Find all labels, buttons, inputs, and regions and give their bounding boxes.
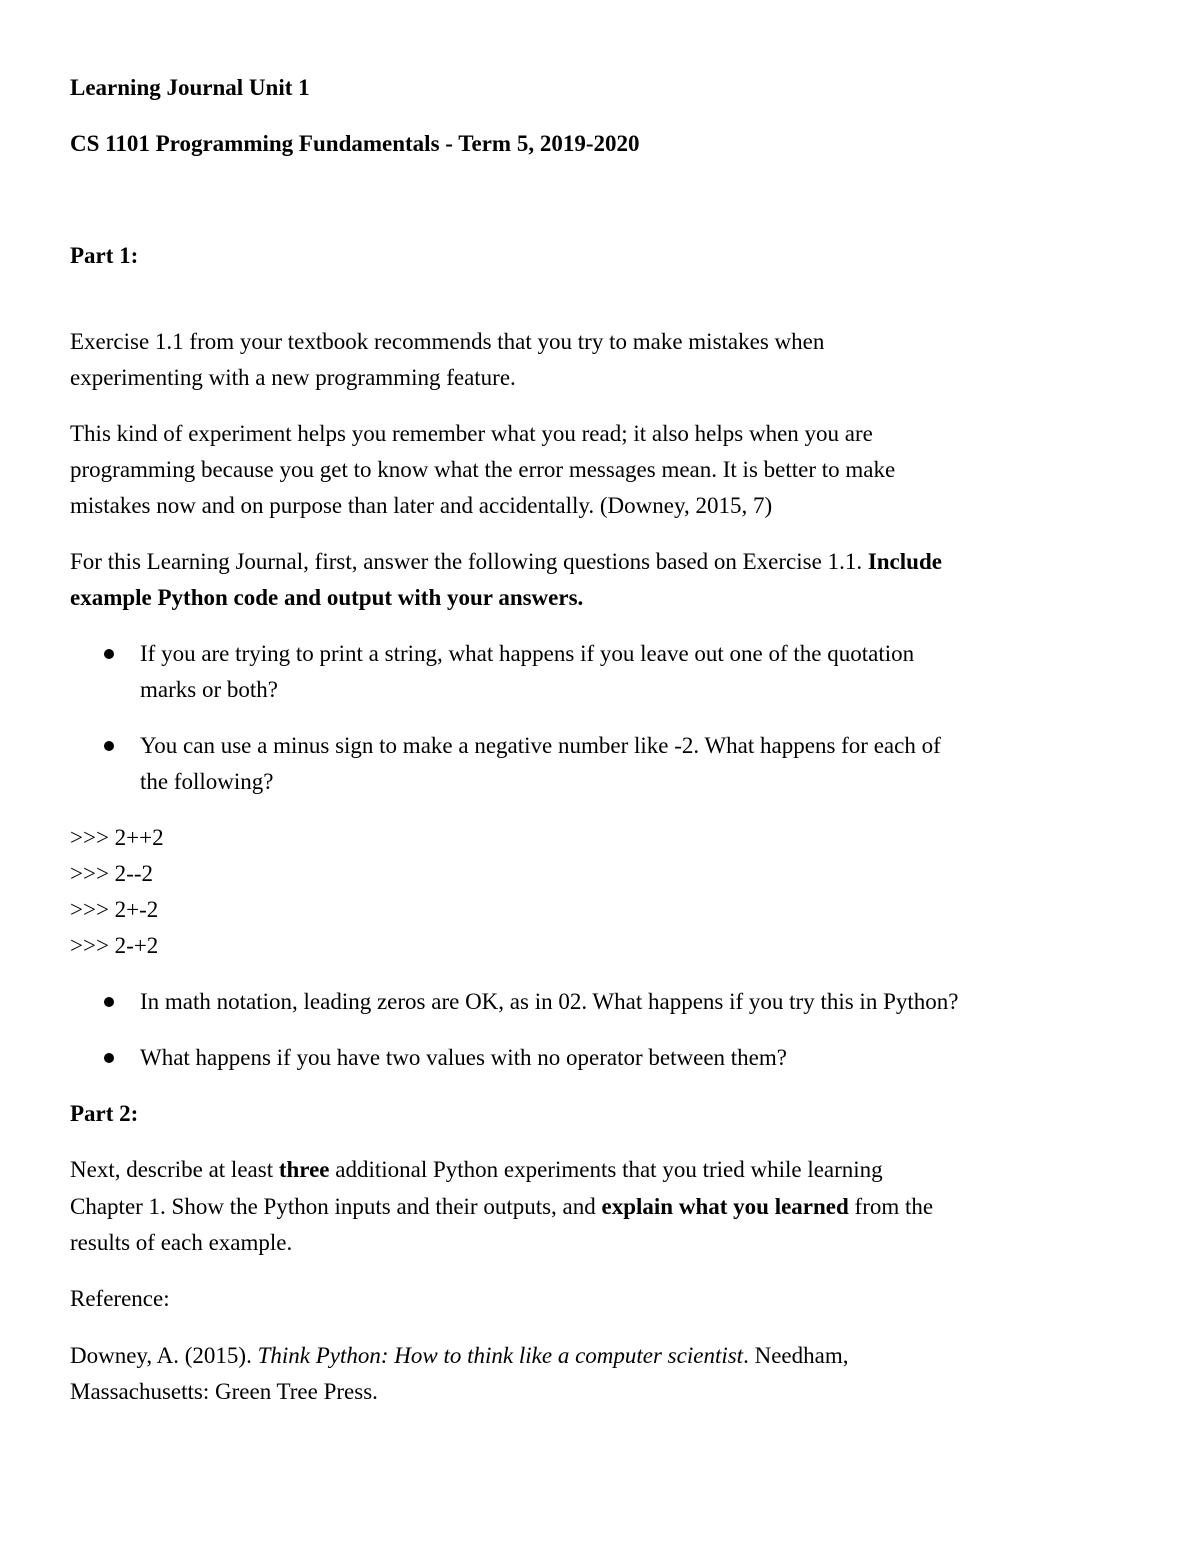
code-line: >>> 2--2 bbox=[70, 861, 153, 886]
part2-heading: Part 2: bbox=[70, 1101, 139, 1126]
bullet-icon bbox=[104, 741, 114, 751]
text-run: additional Python experiments that you tried while learning bbox=[335, 1157, 883, 1182]
paragraph-line: programming because you get to know what the error messages mean. It is better to make bbox=[70, 457, 896, 482]
bullet-item: In math notation, leading zeros are OK, as in 02. What happens if you try this in Python? bbox=[140, 989, 959, 1014]
code-line: >>> 2+-2 bbox=[70, 897, 159, 922]
bullet-icon bbox=[104, 649, 114, 659]
bullet-item-continuation: the following? bbox=[140, 769, 274, 794]
instruction-text: For this Learning Journal, first, answer the following questions based on Exercise 1.1. bbox=[70, 549, 863, 574]
paragraph-line: Exercise 1.1 from your textbook recommends that you try to make mistakes when bbox=[70, 329, 825, 354]
bullet-item: If you are trying to print a string, what happens if you leave out one of the quotation bbox=[140, 641, 915, 666]
code-line: >>> 2++2 bbox=[70, 825, 164, 850]
paragraph-line: results of each example. bbox=[70, 1230, 293, 1255]
instruction-emphasis: Include bbox=[867, 549, 942, 574]
document-title: Learning Journal Unit 1 bbox=[70, 75, 310, 100]
reference-heading: Reference: bbox=[70, 1286, 170, 1311]
reference-entry bbox=[70, 1338, 848, 1374]
emphasis-run: explain what you learned bbox=[601, 1194, 849, 1219]
paragraph-line bbox=[70, 1152, 883, 1188]
code-line: >>> 2-+2 bbox=[70, 933, 159, 958]
reference-book-title: Think Python: How to think like a computer scientist bbox=[257, 1343, 744, 1368]
bullet-icon bbox=[104, 1053, 114, 1063]
emphasis-run: three bbox=[278, 1157, 330, 1182]
reference-entry-continuation: Massachusetts: Green Tree Press. bbox=[70, 1379, 378, 1404]
text-run: from the bbox=[854, 1194, 934, 1219]
paragraph-line bbox=[70, 1189, 933, 1225]
instruction-emphasis: example Python code and output with your answers. bbox=[70, 585, 584, 610]
paragraph-line: experimenting with a new programming feature. bbox=[70, 365, 516, 390]
text-run: Next, describe at least bbox=[70, 1157, 274, 1182]
reference-author: Downey, A. (2015). bbox=[70, 1343, 252, 1368]
bullet-item-continuation: marks or both? bbox=[140, 677, 278, 702]
paragraph-line: This kind of experiment helps you remember what you read; it also helps when you are bbox=[70, 421, 873, 446]
course-title: CS 1101 Programming Fundamentals - Term 5, 2019-2020 bbox=[70, 131, 640, 156]
paragraph-line: mistakes now and on purpose than later and accidentally. (Downey, 2015, 7) bbox=[70, 493, 773, 518]
bullet-icon bbox=[104, 997, 114, 1007]
part1-heading: Part 1: bbox=[70, 243, 139, 268]
paragraph-line bbox=[70, 544, 942, 580]
text-run: Chapter 1. Show the Python inputs and their outputs, and bbox=[70, 1194, 596, 1219]
reference-publisher: . Needham, bbox=[743, 1343, 849, 1368]
bullet-item: You can use a minus sign to make a negative number like -2. What happens for each of bbox=[140, 733, 941, 758]
bullet-item: What happens if you have two values with no operator between them? bbox=[140, 1045, 787, 1070]
